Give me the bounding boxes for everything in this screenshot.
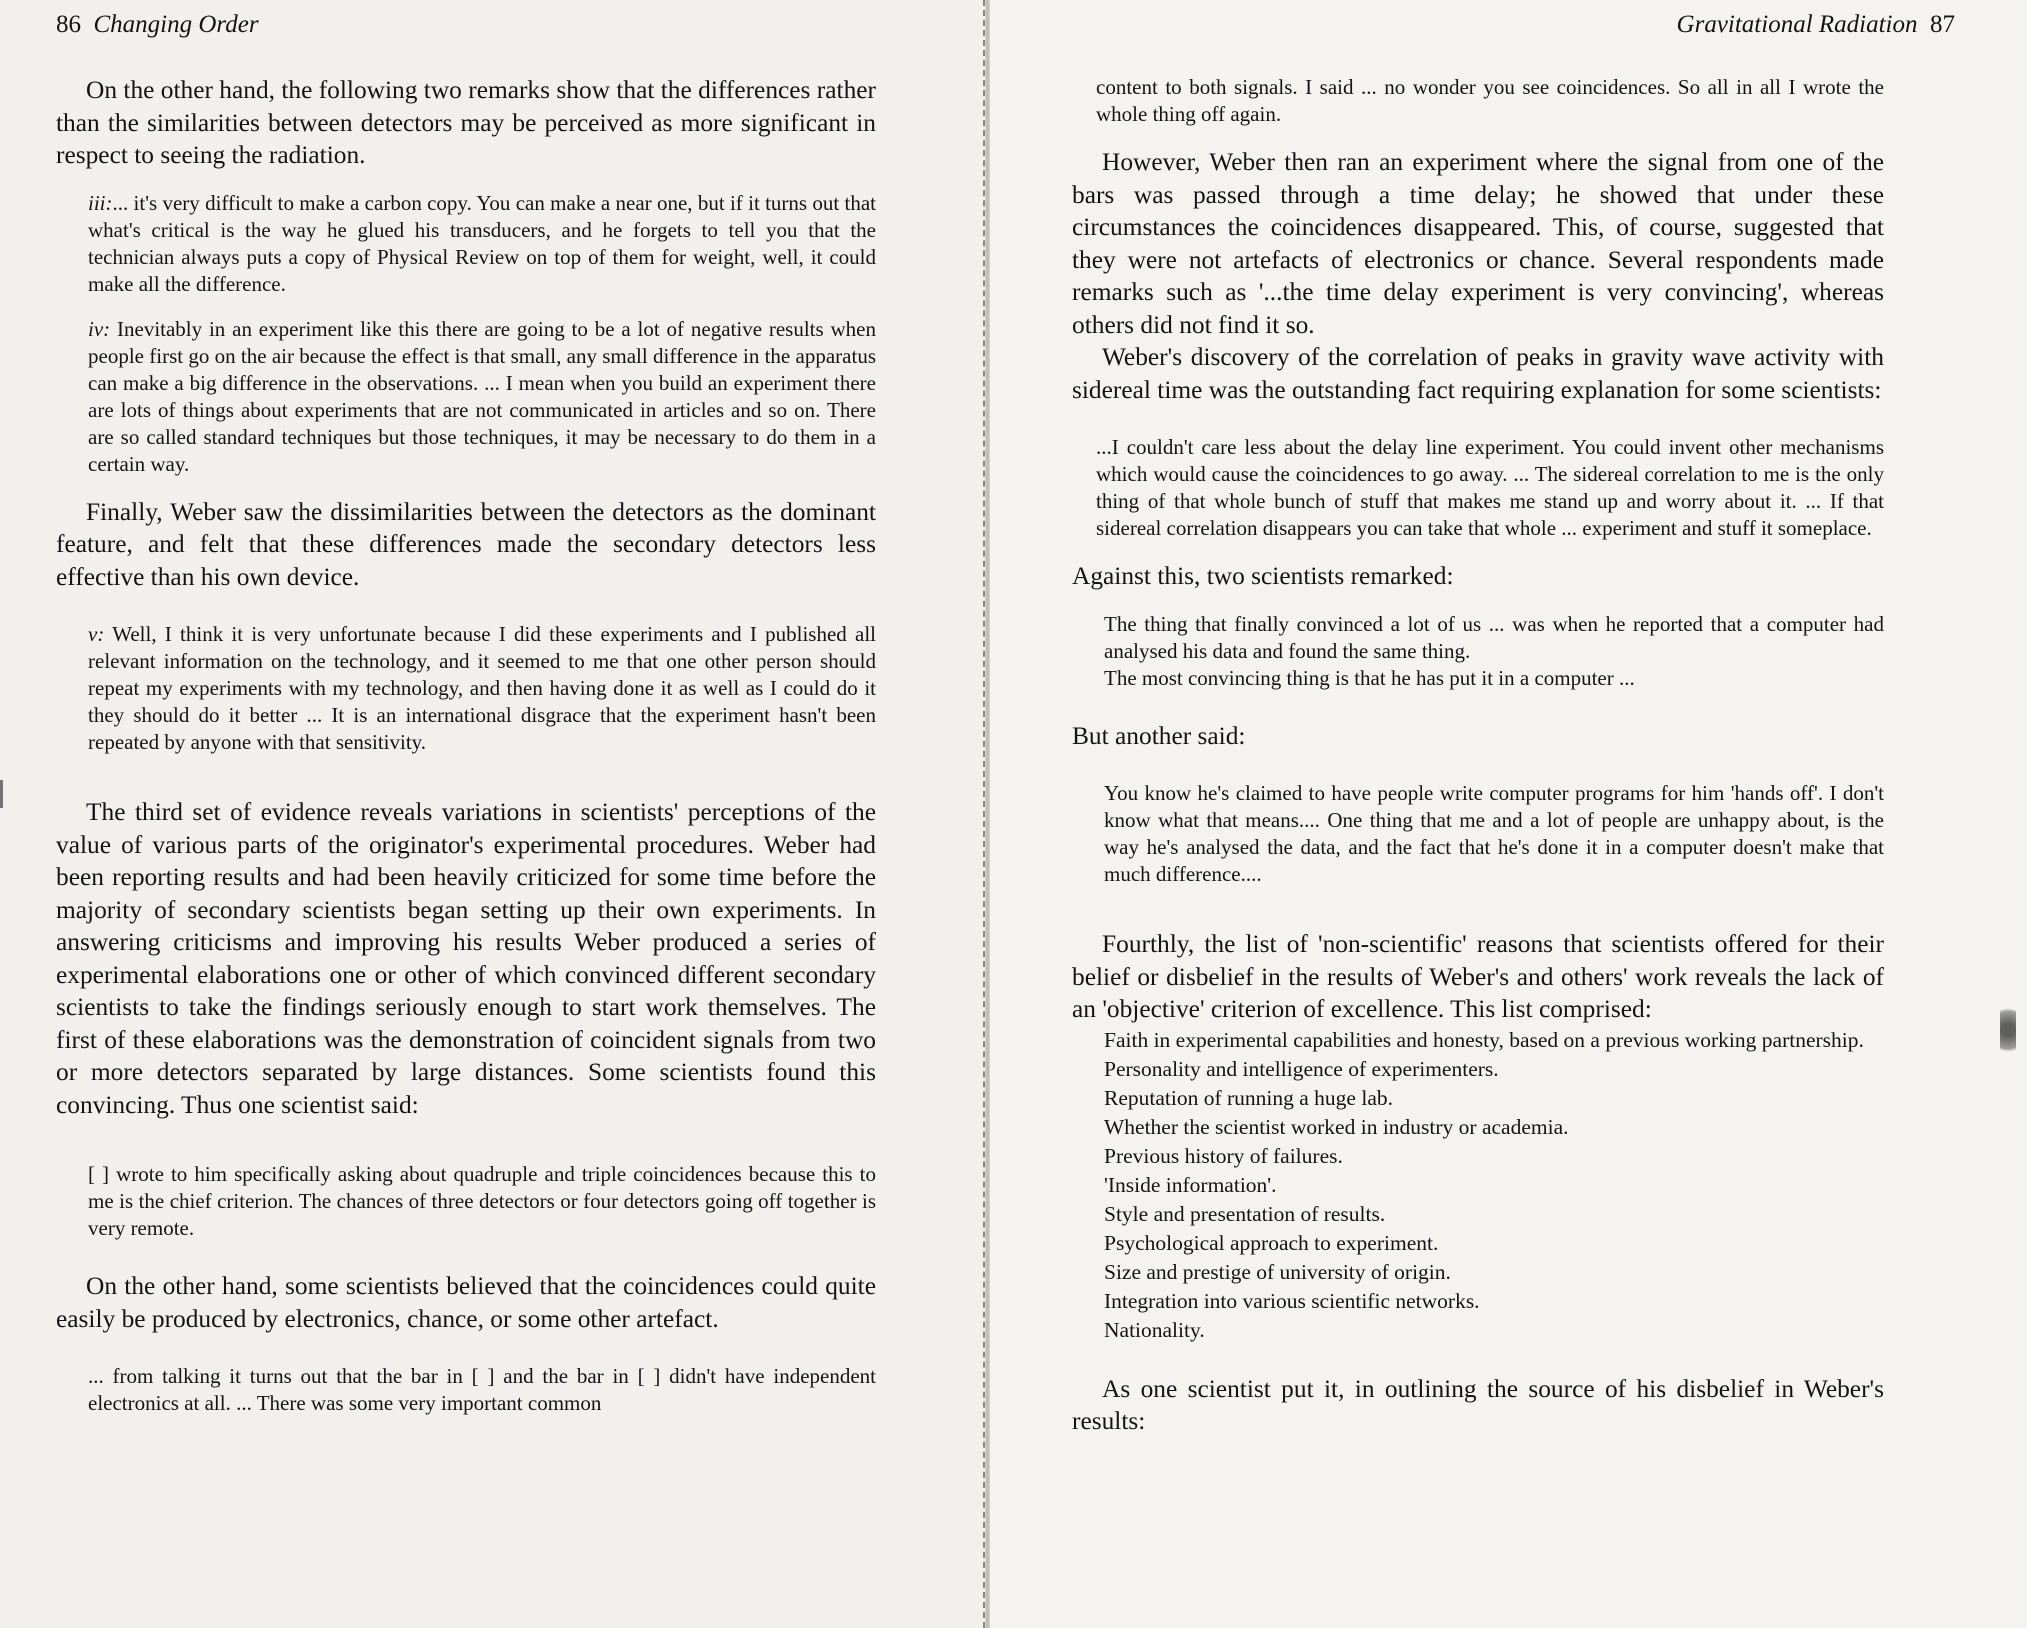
right-text-column xyxy=(1072,74,1884,1438)
quote-continuation: content to both signals. I said ... no wonder you see coincidences. So all in all I wrote the whole thing off again. xyxy=(1096,75,1884,126)
list-item: Style and presentation of results. xyxy=(1104,1201,1386,1226)
gutter-dashed-line xyxy=(983,0,985,1628)
quote-block: ... from talking it turns out that the bar in [ ] and the bar in [ ] didn't have independent electronics at all. ... There was some very important common xyxy=(88,1364,876,1415)
quote-label: iii: xyxy=(88,190,113,215)
quote-block xyxy=(88,316,876,478)
list-item: Size and prestige of university of origin. xyxy=(1104,1259,1451,1284)
quote-block xyxy=(88,190,876,298)
quote-block: ...I couldn't care less about the delay line experiment. You could invent other mechanisms which would cause the coincidences to go away. ... The sidereal correlation to me is the only thing of that whole bunch of stuff that makes me stand up and worry about it. ... If that sidereal correlation disappears you can take that whole ... experiment and stuff it someplace. xyxy=(1096,435,1884,540)
paragraph: However, Weber then ran an experiment where the signal from one of the bars was passed through a time delay; he showed that under these circumstances the coincidences disappeared. This, of course, suggested that they were not artefacts of electronics or chance. Several respondents made remarks such as '...the time delay experiment is very convincing', whereas others did not find it so. xyxy=(1072,148,1884,339)
paragraph: Fourthly, the list of 'non-scientific' reasons that scientists offered for their belief or disbelief in the results of Weber's and others' work reveals the lack of an 'objective' criterion of excellence. This list comprised: xyxy=(1072,930,1884,1023)
paragraph: The third set of evidence reveals variations in scientists' perceptions of the value of various parts of the originator's experimental procedures. Weber had been reporting results and had been heavily criticized for some time before the majority of secondary scientists began setting up their own experiments. In answering criticisms and improving his results Weber produced a series of experimental elaborations one or other of which convinced different secondary scientists to take the findings seriously enough to start work themselves. The first of these elaborations was the demonstration of coincident signals from two or more detectors separated by large distances. Some scientists found this convincing. Thus one scientist said: xyxy=(56,798,876,1119)
paragraph: But another said: xyxy=(1072,721,1246,750)
paragraph: Weber's discovery of the correlation of peaks in gravity wave activity with sidereal time was the outstanding fact requiring explanation for some scientists: xyxy=(1072,343,1884,404)
left-running-title: Changing Order xyxy=(93,11,259,38)
quote-label: v: xyxy=(88,622,105,646)
paragraph: As one scientist put it, in outlining the source of his disbelief in Weber's results: xyxy=(1072,1374,1884,1435)
list-item: Whether the scientist worked in industry or academia. xyxy=(1104,1114,1569,1139)
margin-mark xyxy=(0,780,13,808)
reasons-list xyxy=(1104,1026,1884,1345)
paragraph: On the other hand, some scientists believed that the coincidences could quite easily be produced by electronics, chance, or some other artefact. xyxy=(56,1272,876,1333)
quote-block: The thing that finally convinced a lot of us ... was when he reported that a computer had analysed his data and found the same thing. xyxy=(1104,611,1884,663)
list-item: Psychological approach to experiment. xyxy=(1104,1230,1439,1255)
right-page-number: 87 xyxy=(1930,11,1955,38)
list-item: Nationality. xyxy=(1104,1317,1205,1342)
left-text-column xyxy=(56,74,876,1417)
quote-text: ... it's very difficult to make a carbon copy. You can make a near one, but if it turns out that what's critical is the way he glued his transducers, and he forgets to tell you that the technician always puts a copy of Physical Review on top of them for weight, well, it could make all the difference. xyxy=(88,190,876,296)
left-page xyxy=(0,0,985,1628)
quote-block xyxy=(88,621,876,756)
quote-block: The most convincing thing is that he has put it in a computer ... xyxy=(1104,665,1635,690)
list-item: Personality and intelligence of experimenters. xyxy=(1104,1056,1499,1081)
paragraph: Against this, two scientists remarked: xyxy=(1072,562,1454,590)
left-page-number: 86 xyxy=(56,11,81,38)
paragraph: Finally, Weber saw the dissimilarities between the detectors as the dominant feature, and felt that these differences made the secondary detectors less effective than his own device. xyxy=(56,497,876,591)
quote-block: You know he's claimed to have people write computer programs for him 'hands off'. I don't know what that means.... One thing that me and a lot of people are unhappy about, is the way he's analysed the data, and the fact that he's done it in a computer doesn't make that much difference.... xyxy=(1104,781,1884,886)
list-item: Faith in experimental capabilities and honesty, based on a previous working partnership. xyxy=(1104,1027,1864,1052)
quote-label: iv: xyxy=(88,316,111,341)
page-tab-mark xyxy=(2000,1000,2016,1060)
paragraph: On the other hand, the following two remarks show that the differences rather than the similarities between detectors may be perceived as more significant in respect to seeing the radiation. xyxy=(56,76,876,169)
list-item: Integration into various scientific networks. xyxy=(1104,1288,1480,1313)
list-item: Reputation of running a huge lab. xyxy=(1104,1085,1393,1110)
right-page-header xyxy=(1677,10,1955,40)
list-item: 'Inside information'. xyxy=(1104,1172,1277,1197)
quote-text: Inevitably in an experiment like this there are going to be a lot of negative results when people first go on the air because the effect is that small, any small difference in the apparatus can make a big difference in the observations. ... I mean when you build an experiment there are lots of things about experiments that are not communicated in articles and so on. There are so called standard techniques but those techniques, it may be necessary to do them in a certain way. xyxy=(88,316,877,476)
quote-text: Well, I think it is very unfortunate because I did these experiments and I published all relevant information on the technology, and it seemed to me that one other person should repeat my experiments with my technology, and then having done it as well as I could do it they should do it better ... It is an international disgrace that the experiment hasn't been repeated by anyone with that sensitivity. xyxy=(88,622,877,754)
quote-block: [ ] wrote to him specifically asking about quadruple and triple coincidences because this to me is the chief criterion. The chances of three detectors or four detectors going off together is very remote. xyxy=(88,1162,876,1240)
left-page-header xyxy=(56,10,259,40)
list-item: Previous history of failures. xyxy=(1104,1143,1343,1168)
right-page xyxy=(990,0,2027,1628)
right-running-title: Gravitational Radiation xyxy=(1676,11,1918,38)
